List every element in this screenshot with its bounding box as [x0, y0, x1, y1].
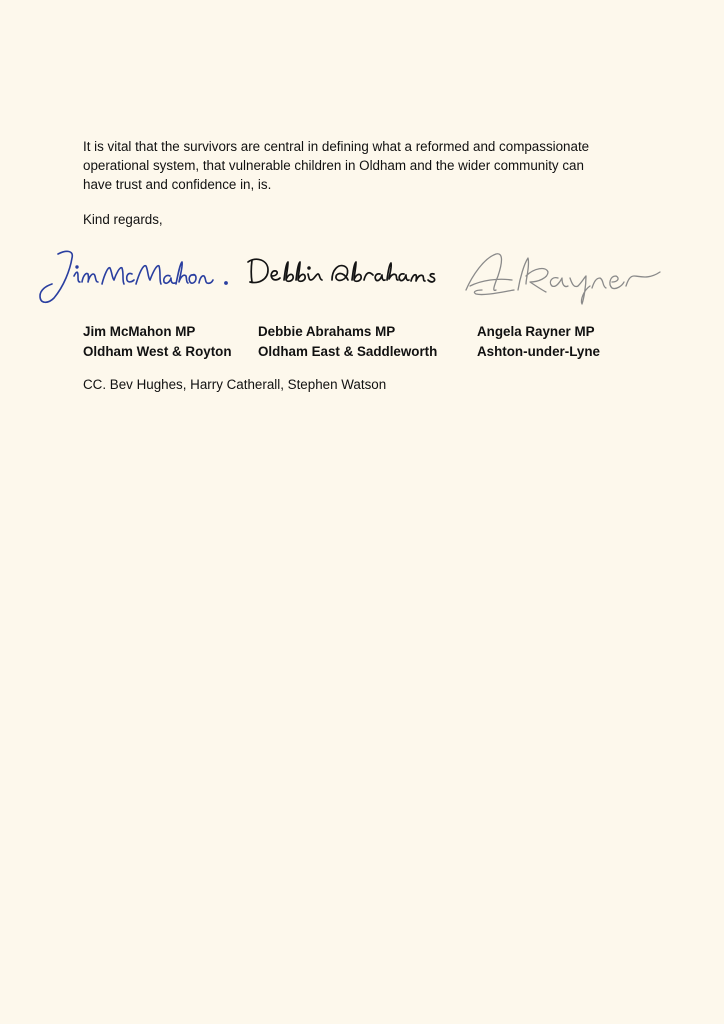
signatory-name: Angela Rayner MP	[477, 324, 595, 339]
signatory-block	[83, 322, 232, 361]
signatory-block	[477, 322, 600, 361]
cc-line: CC. Bev Hughes, Harry Catherall, Stephen Watson	[83, 377, 387, 392]
body-line: It is vital that the survivors are central in defining what a reformed and compassionate	[83, 139, 590, 154]
signature-jim-mcmahon	[36, 240, 236, 310]
signatory-name: Debbie Abrahams MP	[258, 324, 396, 339]
body-line: have trust and confidence in, is.	[83, 177, 272, 193]
signatory-block	[258, 322, 437, 361]
closing-salutation: Kind regards,	[83, 212, 163, 227]
signature-debbie-abrahams	[246, 254, 446, 294]
signatory-name: Jim McMahon MP	[83, 324, 196, 339]
body-line: operational system, that vulnerable children in Oldham and the wider community can	[83, 158, 584, 174]
signatory-constituency: Ashton-under-Lyne	[477, 343, 600, 359]
letter-body-paragraph	[83, 137, 643, 195]
signatory-constituency: Oldham West & Royton	[83, 343, 232, 359]
signature-angela-rayner	[462, 246, 672, 306]
signatory-constituency: Oldham East & Saddleworth	[258, 343, 438, 359]
